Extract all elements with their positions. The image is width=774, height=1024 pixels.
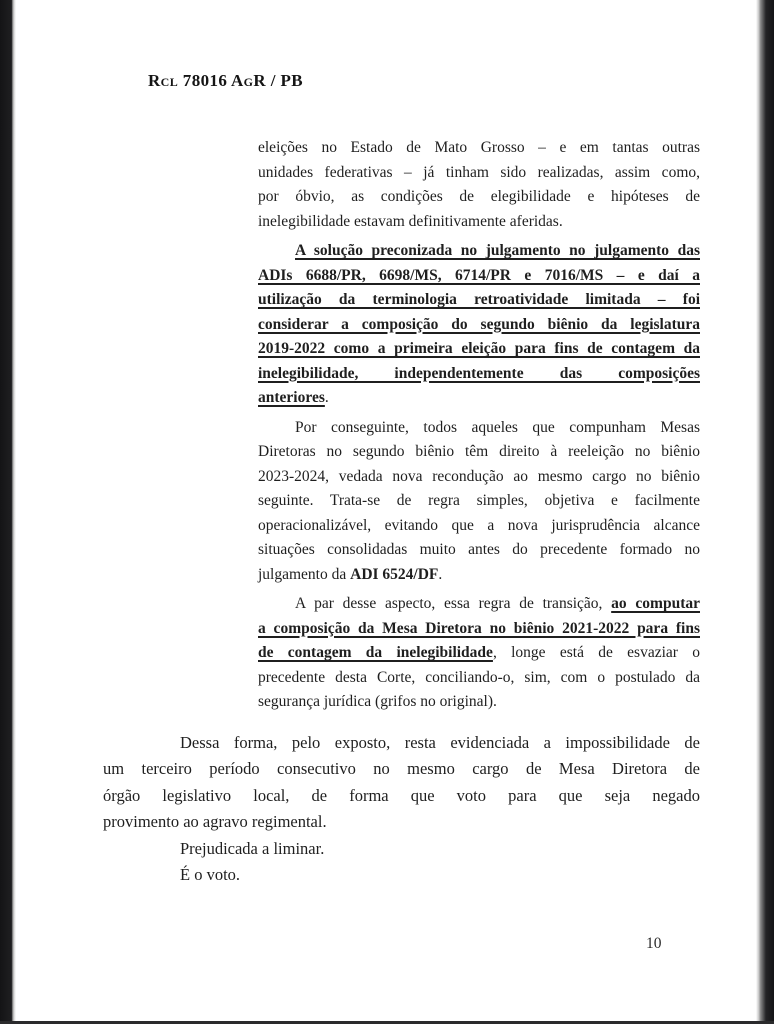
- text-run: operacionalizável, evitando que a nova jurisprudência alcance: [258, 516, 700, 534]
- page-number: 10: [646, 935, 662, 952]
- scan-edge-right: [756, 0, 774, 1024]
- text-line: [258, 362, 700, 387]
- text-run: anteriores: [258, 389, 325, 406]
- text-run: 2019-2022 como a primeira eleição para fins de contagem da: [258, 340, 700, 357]
- text-line: [258, 465, 700, 490]
- text-run: Dessa forma, pelo exposto, resta evidenciada a impossibilidade de: [180, 732, 700, 752]
- text-run: considerar a composição do segundo biênio da legislatura: [258, 315, 700, 333]
- text-line: [103, 730, 700, 757]
- text-run: ADIs 6688/PR, 6698/MS, 6714/PR e 7016/MS – e daí a: [258, 266, 700, 284]
- text-run: por óbvio, as condições de elegibilidade e hipóteses de: [258, 188, 700, 205]
- document-content: [103, 136, 700, 889]
- text-run: .: [438, 565, 443, 583]
- text-line: [103, 809, 700, 836]
- text-run: Por conseguinte, todos aqueles que compunham Mesas: [295, 418, 700, 436]
- case-number-heading: Rcl 78016 AgR / PB: [148, 71, 304, 90]
- text-run: seguinte. Trata-se de regra simples, objetiva e facilmente: [258, 492, 700, 509]
- paragraph: [103, 730, 700, 836]
- text-line: [258, 563, 700, 588]
- quoted-excerpt-block: [258, 136, 700, 715]
- text-line: [258, 416, 700, 441]
- scan-edge-left: [0, 0, 16, 1024]
- text-run: É o voto.: [180, 865, 241, 884]
- text-line: [258, 489, 700, 514]
- paragraph: [258, 592, 700, 715]
- text-line: [258, 313, 700, 338]
- text-run: A par desse aspecto, essa regra de transição,: [295, 595, 612, 612]
- text-run: precedente desta Corte, conciliando-o, sim, com o postulado da: [258, 668, 700, 686]
- text-run: Prejudicada a liminar.: [180, 838, 325, 858]
- text-line: [258, 264, 700, 289]
- text-run: ao computar: [611, 595, 700, 612]
- text-line: [103, 862, 700, 889]
- text-run: .: [324, 389, 329, 406]
- text-run: órgão legislativo local, de forma que voto para que seja negado: [103, 785, 700, 805]
- text-line: [258, 288, 700, 313]
- text-line: [258, 666, 700, 691]
- opinion-body: [103, 730, 700, 889]
- text-line: [258, 161, 700, 186]
- text-line: [258, 239, 700, 264]
- text-line: [258, 386, 700, 411]
- text-run: situações consolidadas muito antes do precedente formado no: [258, 541, 700, 558]
- paragraph: [258, 136, 700, 234]
- text-line: [103, 756, 700, 783]
- text-run: ADI 6524/DF: [350, 565, 439, 583]
- text-line: [258, 514, 700, 539]
- text-line: [103, 836, 700, 863]
- text-line: [258, 440, 700, 465]
- text-run: de contagem da inelegibilidade: [258, 644, 493, 661]
- text-run: eleições no Estado de Mato Grosso – e em tantas outras: [258, 139, 700, 156]
- text-line: [103, 783, 700, 810]
- text-line: [258, 337, 700, 362]
- paragraph: [103, 836, 700, 863]
- text-run: Diretoras no segundo biênio têm direito à reeleição no biênio: [258, 443, 700, 460]
- text-line: [258, 617, 700, 642]
- text-line: [258, 210, 700, 235]
- paragraph: [103, 862, 700, 889]
- paragraph: [258, 416, 700, 588]
- text-run: inelegibilidade estavam definitivamente aferidas.: [258, 212, 563, 230]
- text-run: A solução preconizada no julgamento no julgamento das: [295, 242, 700, 259]
- text-run: , longe está de esvaziar o: [492, 644, 700, 661]
- text-run: um terceiro período consecutivo no mesmo cargo de Mesa Diretora de: [103, 759, 700, 778]
- text-run: a composição da Mesa Diretora no biênio 2021-2022 para fins: [258, 619, 700, 637]
- text-line: [258, 641, 700, 666]
- text-run: unidades federativas – já tinham sido realizadas, assim como,: [258, 163, 700, 181]
- text-line: [258, 136, 700, 161]
- text-run: julgamento da: [258, 565, 351, 583]
- text-line: [258, 185, 700, 210]
- text-run: inelegibilidade, independentemente das composições: [258, 364, 700, 382]
- text-run: utilização da terminologia retroatividade limitada – foi: [258, 291, 700, 308]
- text-line: [258, 690, 700, 715]
- text-line: [258, 592, 700, 617]
- text-line: [258, 538, 700, 563]
- text-run: 2023-2024, vedada nova recondução ao mesmo cargo no biênio: [258, 467, 700, 485]
- text-run: segurança jurídica (grifos no original).: [258, 693, 497, 710]
- text-run: provimento ao agravo regimental.: [103, 812, 327, 831]
- paragraph: [258, 239, 700, 411]
